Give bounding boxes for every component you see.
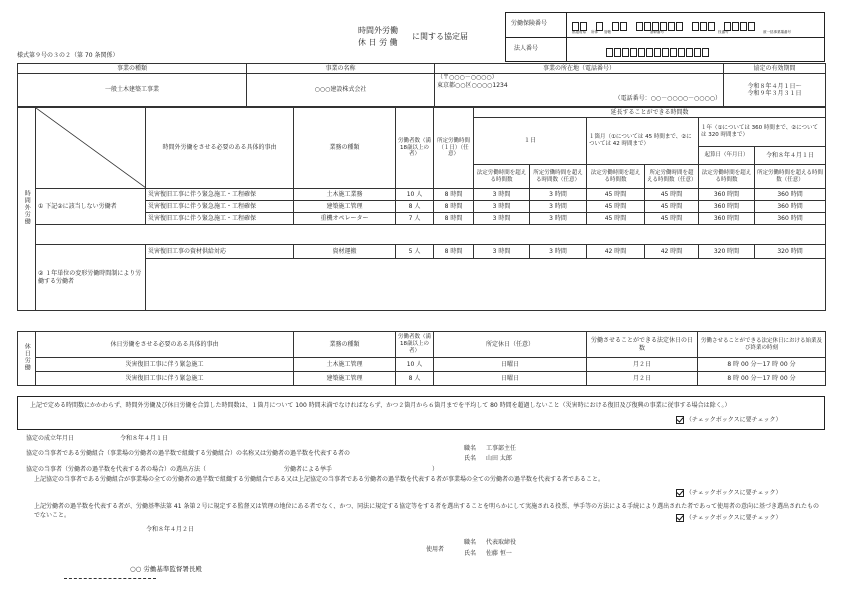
established-date[interactable]: 令和８年４月１日 [120, 435, 169, 442]
business-address-header: 事業の所在地（電話番号） [435, 64, 724, 74]
empty-cell[interactable] [36, 225, 826, 245]
holiday-row-scheduled[interactable]: 日曜日 [434, 372, 587, 386]
year-legal-header: 法定労働時間を超える時間数 [699, 165, 755, 189]
group2-label: ② １年単位の変形労働時間制により労働する労働者 [36, 245, 146, 311]
ins-sub-label-0: 都道府県 [572, 30, 586, 34]
table-row [18, 358, 826, 372]
business-period-line2: 令和９年３月３１日 [747, 90, 802, 97]
start-date-label: 起算日（年月日） [699, 147, 755, 165]
overtime-extendable-header: 延長することができる時間数 [474, 108, 826, 118]
row-day-sched[interactable]: 3 時間 [530, 201, 587, 213]
overtime-workers-header: 労働者数（満18歳以上の者） [396, 108, 434, 189]
month-sched-header: 所定労働時間を超える時間数（任意） [645, 165, 699, 189]
row-year-sched[interactable]: 360 時間 [755, 213, 826, 225]
holiday-row-times[interactable]: 8 時 00 分～17 時 00 分 [698, 358, 826, 372]
row-work[interactable]: 資材運搬 [294, 245, 396, 259]
number-box-vdivider [566, 12, 567, 62]
limit-checkbox[interactable] [676, 416, 684, 424]
holiday-row-days[interactable]: 月２日 [587, 372, 698, 386]
row-month-legal[interactable]: 45 時間 [587, 213, 645, 225]
corporate-number-field[interactable] [606, 42, 710, 61]
party-name-label: 氏名 [464, 455, 477, 462]
row-month-legal[interactable]: 45 時間 [587, 201, 645, 213]
row-day-legal[interactable]: 3 時間 [474, 245, 530, 259]
business-period-line1: 令和８年４月１日～ [747, 82, 802, 90]
holiday-work-header: 業務の種類 [294, 332, 396, 358]
employer-label: 使用者 [426, 546, 445, 553]
day-sched-header: 所定労働時間を超える時間数（任意） [530, 165, 587, 189]
row-day-sched[interactable]: 3 時間 [530, 245, 587, 259]
row-work[interactable]: 重機オペレーター [294, 213, 396, 225]
employer-position-label: 職名 [464, 539, 477, 546]
row-reason[interactable]: 災害復旧工事に伴う緊急施工・工程確保 [146, 189, 294, 201]
ins-sub-label-1: 所掌 [591, 30, 598, 34]
empty-cell[interactable] [146, 259, 826, 311]
business-address: 東京都○○区○○○○1234 [437, 81, 508, 89]
stmt1-check-row [676, 489, 782, 497]
row-month-sched[interactable]: 45 時間 [645, 201, 699, 213]
business-type-value[interactable]: 一般土木建築工事業 [18, 74, 247, 107]
row-year-sched[interactable]: 360 時間 [755, 189, 826, 201]
row-month-sched[interactable]: 45 時間 [645, 213, 699, 225]
group1-label: ① 下記②に該当しない労働者 [36, 189, 146, 225]
party-position-label: 職名 [464, 445, 477, 452]
overtime-hours-header: 所定労働時間（１日）（任意） [434, 108, 474, 189]
row-day-legal[interactable]: 3 時間 [474, 213, 530, 225]
row-day-legal[interactable]: 3 時間 [474, 189, 530, 201]
row-day-sched[interactable]: 3 時間 [530, 213, 587, 225]
ins-sub-label-2: 管轄 [604, 30, 611, 34]
limit-check-note: （チェックボックスに要チェック） [685, 416, 782, 424]
overtime-diagonal-cell [36, 108, 146, 189]
business-postal: （〒○○○－○○○○） [437, 74, 498, 81]
holiday-row-workers[interactable]: 8 人 [396, 372, 434, 386]
overtime-work-header: 業務の種類 [294, 108, 396, 189]
holiday-row-times[interactable]: 8 時 00 分～17 時 00 分 [698, 372, 826, 386]
row-year-sched[interactable]: 320 時間 [755, 245, 826, 259]
year-sched-header: 所定労働時間を超える時間数（任意） [755, 165, 826, 189]
number-box-divider [505, 37, 825, 38]
row-work[interactable]: 建築施工管理 [294, 201, 396, 213]
overtime-day-header: １日 [474, 118, 587, 165]
selection-text: 協定の当事者（労働者の過半数を代表する者の場合）の選出方法（ [26, 466, 207, 473]
row-workers[interactable]: 10 人 [396, 189, 434, 201]
holiday-table [17, 331, 826, 386]
row-hours[interactable]: 8 時間 [434, 201, 474, 213]
row-month-sched[interactable]: 42 時間 [645, 245, 699, 259]
limit-check-row [676, 416, 782, 424]
month-legal-header: 法定労働時間を超える時間数 [587, 165, 645, 189]
ins-sub-label-4: 枝番号 [718, 30, 729, 34]
established-label: 協定の成立年月日 [26, 435, 75, 442]
holiday-days-header: 労働させることができる法定休日の日数 [587, 332, 698, 358]
holiday-row-work[interactable]: 土木施工管理 [294, 358, 396, 372]
party-position-value[interactable]: 工事部主任 [486, 445, 517, 452]
row-month-legal[interactable]: 45 時間 [587, 189, 645, 201]
limit-note-text: 上記で定める時間数にかかわらず、時間外労働及び休日労働を合算した時間数は、１箇月について 100 時間未満でなければならず、かつ２箇月から６箇月までを平均して 80 時間を超過しないこと（災害時における復旧及び復興の事業に従事する場合は除く。） [30, 402, 731, 409]
row-work[interactable]: 土木施工業務 [294, 189, 396, 201]
table-row [18, 372, 826, 386]
holiday-reason-header: 休日労働をさせる必要のある具体的事由 [36, 332, 294, 358]
diagonal-line [36, 108, 146, 188]
selection-close: ） [432, 466, 439, 473]
overtime-month-header: １箇月（①については 45 時間まで、②については 42 時間まで） [587, 118, 699, 165]
ins-sub-label-5: 被一括事業場番号 [763, 30, 791, 34]
corporate-number-label: 法人番号 [514, 45, 539, 52]
row-day-sched[interactable]: 3 時間 [530, 189, 587, 201]
employer-position-value[interactable]: 代表取締役 [486, 539, 517, 546]
holiday-row-scheduled[interactable]: 日曜日 [434, 358, 587, 372]
row-hours[interactable]: 8 時間 [434, 213, 474, 225]
holiday-row-days[interactable]: 月２日 [587, 358, 698, 372]
row-workers[interactable]: 7 人 [396, 213, 434, 225]
day-legal-header: 法定労働時間を超える時間数 [474, 165, 530, 189]
office-underline [64, 578, 156, 579]
stmt1-checkbox[interactable] [676, 489, 684, 497]
office-name[interactable]: ○○ 労働基準監督署長殿 [130, 565, 202, 573]
holiday-row-work[interactable]: 建築施工管理 [294, 372, 396, 386]
employer-name-label: 氏名 [464, 550, 477, 557]
business-table [17, 63, 826, 107]
table-row [18, 245, 826, 259]
submit-date[interactable]: 令和８年４月２日 [146, 526, 195, 533]
row-reason[interactable]: 災害復旧工事に伴う緊急施工・工程確保 [146, 201, 294, 213]
stmt2-check-note: （チェックボックスに要チェック） [685, 514, 782, 522]
row-month-legal[interactable]: 42 時間 [587, 245, 645, 259]
business-type-header: 事業の種類 [18, 64, 247, 74]
overtime-year-header: １年（①については 360 時間まで、②については 320 時間まで） [699, 118, 826, 147]
row-year-legal[interactable]: 360 時間 [699, 213, 755, 225]
stmt2-check-row [676, 514, 782, 522]
overtime-reason-header: 時間外労働をさせる必要のある具体的事由 [146, 108, 294, 189]
row-month-sched[interactable]: 45 時間 [645, 189, 699, 201]
row-year-legal[interactable]: 320 時間 [699, 245, 755, 259]
row-day-legal[interactable]: 3 時間 [474, 201, 530, 213]
form-number: 様式第９号の３の２（第 70 条関係） [17, 52, 119, 59]
stmt2-checkbox[interactable] [676, 514, 684, 522]
row-year-legal[interactable]: 360 時間 [699, 201, 755, 213]
holiday-row-reason[interactable]: 災害復旧工事に伴う緊急施工 [36, 358, 294, 372]
title-line2: 休 日 労 働 [358, 38, 398, 47]
business-address-cell[interactable] [435, 74, 724, 107]
row-reason[interactable]: 災害復旧工事に伴う緊急施工・工程確保 [146, 213, 294, 225]
selection-value[interactable]: 労働者による挙手 [284, 466, 333, 473]
party-name-value[interactable]: 山田 太郎 [486, 455, 512, 462]
holiday-row-workers[interactable]: 10 人 [396, 358, 434, 372]
business-name-header: 事業の名称 [247, 64, 435, 74]
business-name-value[interactable]: ○○○建設株式会社 [247, 74, 435, 107]
row-year-sched[interactable]: 360 時間 [755, 201, 826, 213]
ins-sub-label-3: 基幹番号 [650, 30, 664, 34]
insurance-number-label: 労働保険番号 [511, 20, 548, 27]
business-period-cell[interactable] [724, 74, 826, 107]
row-workers[interactable]: 8 人 [396, 201, 434, 213]
row-year-legal[interactable]: 360 時間 [699, 189, 755, 201]
empty-row [18, 225, 826, 245]
holiday-scheduled-header: 所定休日（任意） [434, 332, 587, 358]
stmt1-check-note: （チェックボックスに要チェック） [685, 489, 782, 497]
title-suffix: に関する協定届 [412, 32, 468, 41]
business-period-header: 協定の有効期間 [724, 64, 826, 74]
row-hours[interactable]: 8 時間 [434, 245, 474, 259]
row-workers[interactable]: 5 人 [396, 245, 434, 259]
holiday-row-reason[interactable]: 災害復旧工事に伴う緊急施工 [36, 372, 294, 386]
holiday-section-label: 休日労働 [18, 332, 36, 386]
overtime-table [17, 107, 826, 311]
row-hours[interactable]: 8 時間 [434, 189, 474, 201]
title-line1: 時間外労働 [358, 26, 398, 35]
row-reason[interactable]: 災害復旧工事の資材供給対応 [146, 245, 294, 259]
employer-name-value[interactable]: 佐藤 恒一 [486, 550, 512, 557]
party-text: 協定の当事者である労働組合（事業場の労働者の過半数で組織する労働組合）の名称又は労働者の過半数を代表する者の [26, 450, 351, 457]
overtime-section-label: 時間外労働 [18, 108, 36, 311]
business-phone: （電話番号：○○－○○○○－○○○○） [614, 95, 721, 102]
statement-2: 上記労働者の過半数を代表する者が、労働基準法第 41 条第２号に規定する監督又は管理の地位にある者でなく、かつ、同法に規定する協定等をする者を選出することを明らかにして実施される投票、挙手等の方法による手続により選出された者であって使用者の意向に基づき選出されたものでないこと。 [34, 503, 820, 519]
statement-1: 上記協定の当事者である労働組合が事業場の全ての労働者の過半数で組織する労働組合である又は上記協定の当事者である労働者の過半数を代表する者が事業場の全ての労働者の過半数を代表する者であること。 [34, 476, 605, 483]
start-date-value[interactable]: 令和８年４月１日 [755, 147, 826, 165]
table-row [18, 189, 826, 201]
holiday-workers-header: 労働者数（満18歳以上の者） [396, 332, 434, 358]
holiday-times-header: 労働させることができる法定休日における始業及び終業の時刻 [698, 332, 826, 358]
